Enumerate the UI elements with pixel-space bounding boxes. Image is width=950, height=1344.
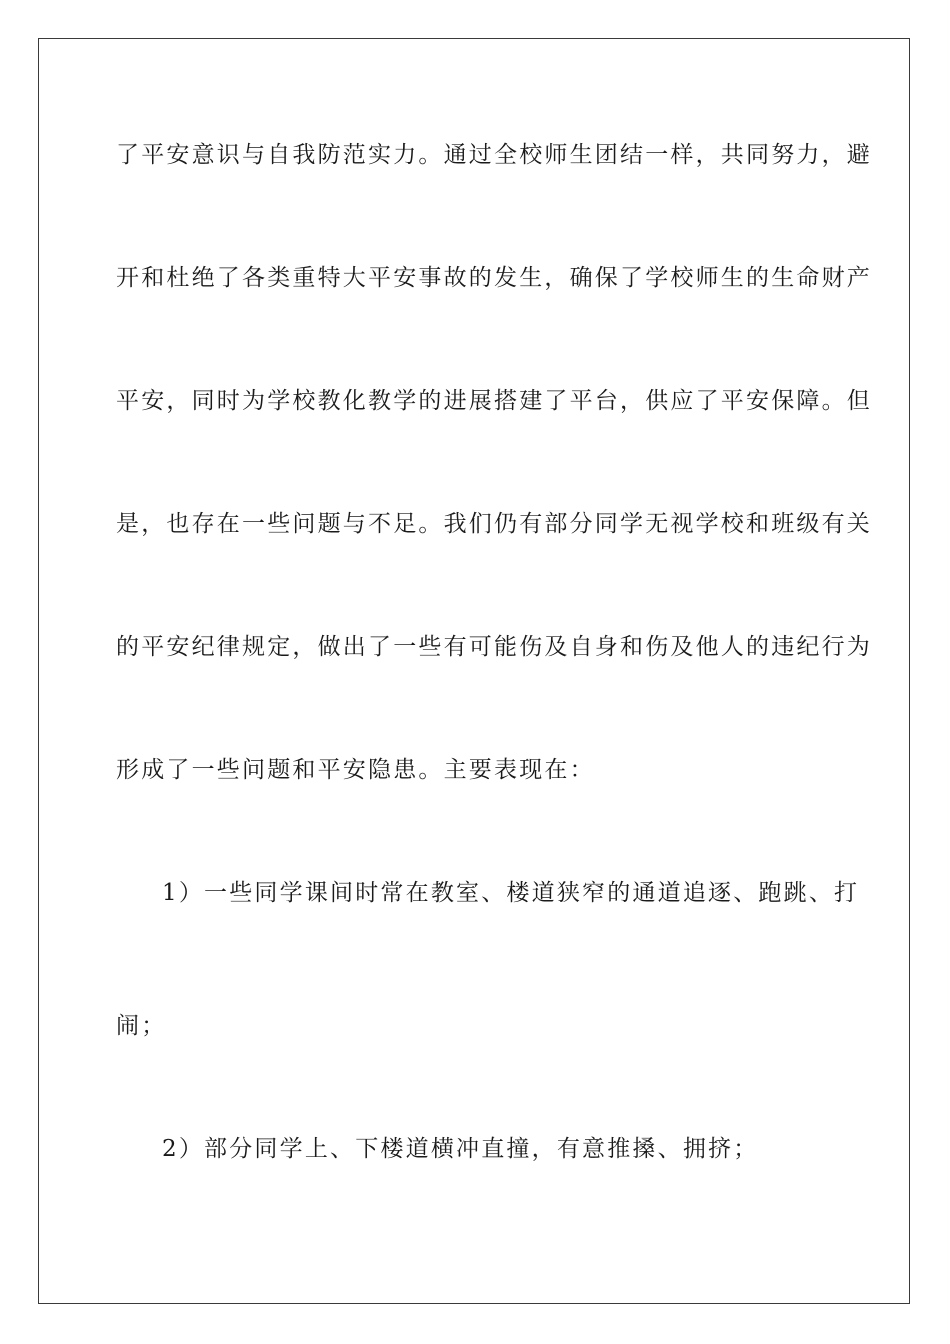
list-item-1-line-1: 1）一些同学课间时常在教室、楼道狭窄的通道追逐、跑跳、打 — [162, 880, 860, 906]
paragraph-line-5: 的平安纪律规定，做出了一些有可能伤及自身和伤及他人的违纪行为 — [116, 634, 872, 660]
paragraph-line-4: 是，也存在一些问题与不足。我们仍有部分同学无视学校和班级有关 — [116, 511, 872, 537]
list-item-1-line-2: 闹； — [116, 1013, 167, 1039]
page-border — [38, 38, 910, 1304]
list-item-2: 2）部分同学上、下楼道横冲直撞，有意推搡、拥挤； — [162, 1136, 759, 1162]
paragraph-line-3: 平安，同时为学校教化教学的进展搭建了平台，供应了平安保障。但 — [116, 388, 872, 414]
paragraph-line-1: 了平安意识与自我防范实力。通过全校师生团结一样，共同努力，避 — [116, 142, 872, 168]
paragraph-line-2: 开和杜绝了各类重特大平安事故的发生，确保了学校师生的生命财产 — [116, 265, 872, 291]
paragraph-line-6: 形成了一些问题和平安隐患。主要表现在： — [116, 757, 595, 783]
